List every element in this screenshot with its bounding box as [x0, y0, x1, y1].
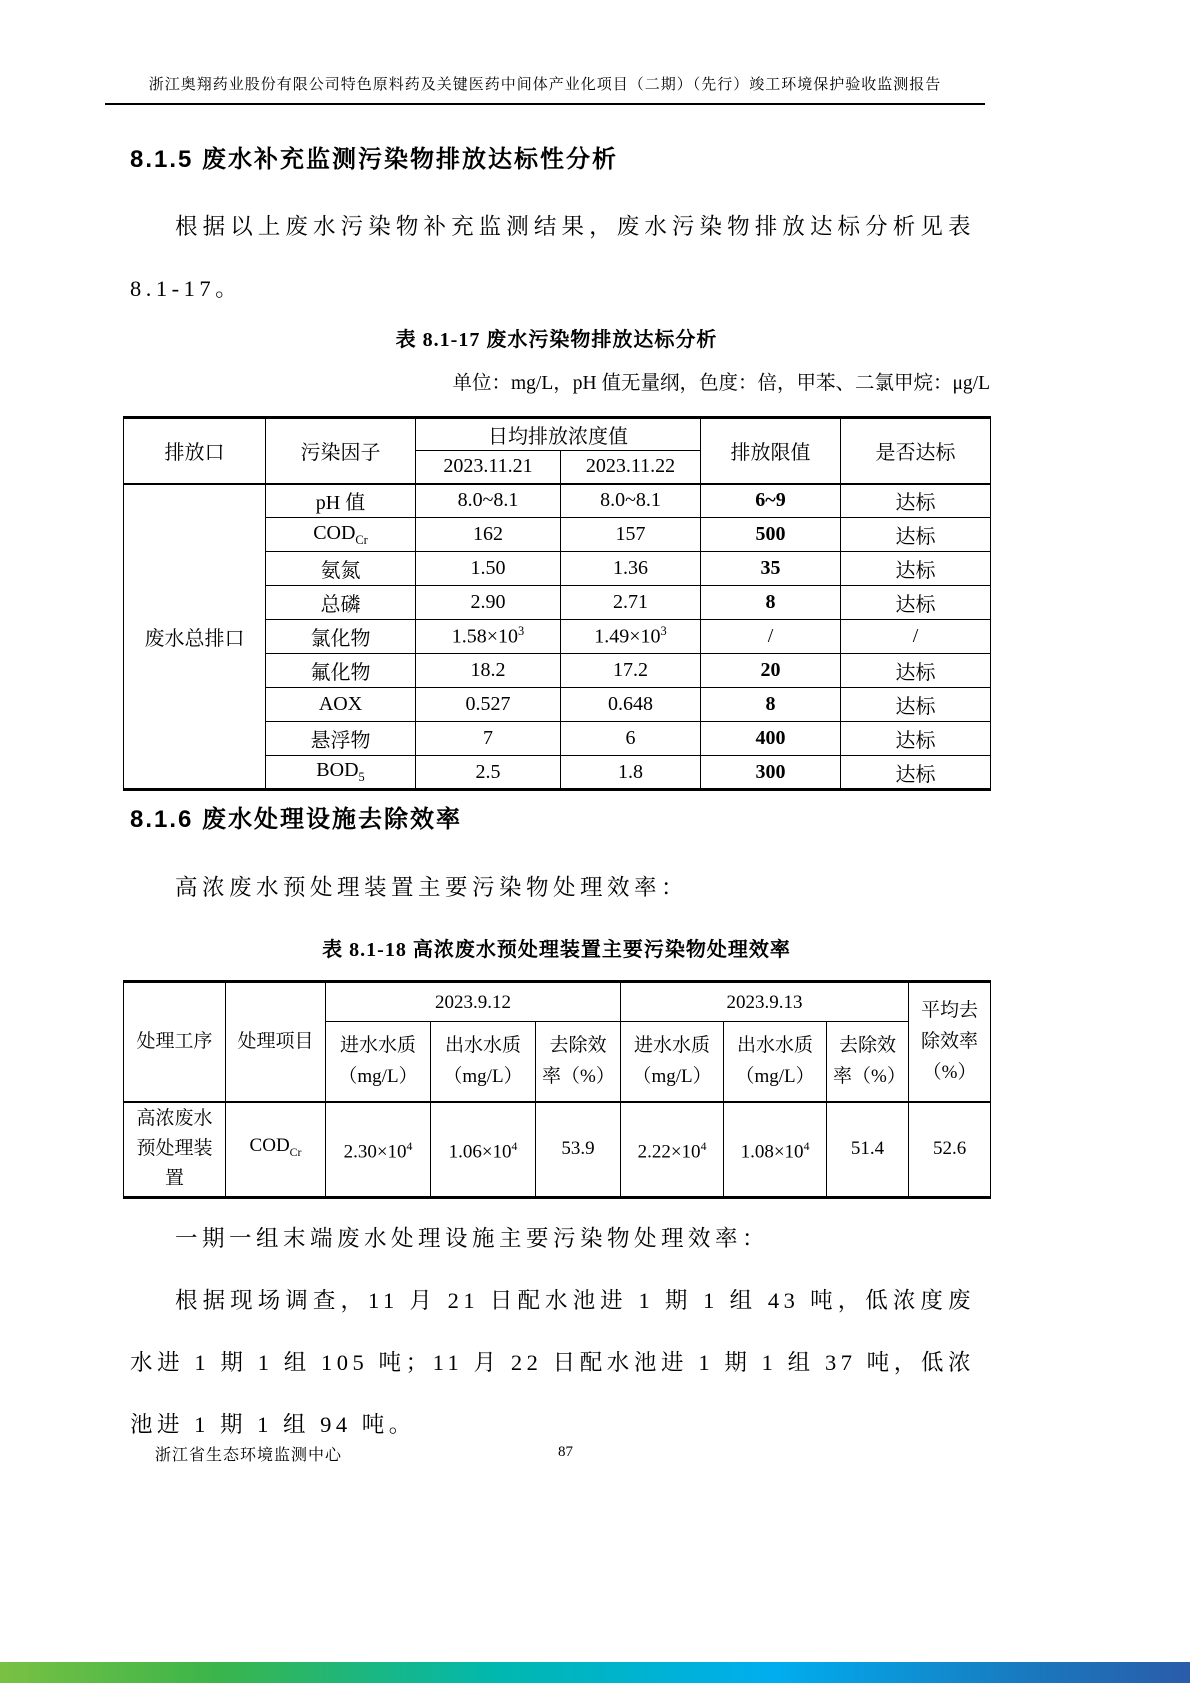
table1-status-cell: 达标	[841, 654, 991, 688]
closing-paragraphs	[130, 1208, 975, 1456]
section-8-1-6-paragraph-block	[130, 857, 975, 919]
table2-header-inflow-2: 进水水质（mg/L）	[621, 1022, 724, 1102]
table1-limit-cell: /	[701, 620, 841, 654]
table1-caption: 表 8.1-17 废水污染物排放达标分析	[395, 329, 718, 351]
table1-value-date2-cell: 8.0~8.1	[561, 484, 701, 518]
table1-status-cell: 达标	[841, 756, 991, 790]
table1-header-limit: 排放限值	[701, 418, 841, 484]
table1-factor-cell: $COD_{Cr}$	[266, 518, 416, 552]
table1-header-outlet: 排放口	[124, 418, 266, 484]
table1-value-date1-cell: 1.50	[416, 552, 561, 586]
table1-factor-cell: AOX	[266, 688, 416, 722]
table1-value-date2-cell: $1.49\times 10^3$	[561, 620, 701, 654]
table2-day1-inflow-cell: $2.30\times 10^4$	[326, 1102, 431, 1198]
table1-header-date2: 2023.11.22	[561, 451, 701, 484]
table2-header-avg-removal: 平均去除效率（%）	[909, 982, 991, 1102]
section-8-1-5-heading: 8.1.5 废水补充监测污染物排放达标性分析	[130, 146, 619, 173]
section-8-1-6-paragraph: 高浓废水预处理装置主要污染物处理效率：	[175, 875, 689, 900]
section-8-1-5-paragraph: 根据以上废水污染物补充监测结果，废水污染物排放达标分析见表8.1-17。	[130, 214, 975, 301]
table2-body	[124, 1102, 991, 1198]
table2-day2-outflow-cell: $1.08\times 10^4$	[724, 1102, 827, 1198]
table1-value-date2-cell: 2.71	[561, 586, 701, 620]
table2-caption: 表 8.1-18 高浓废水预处理装置主要污染物处理效率	[322, 939, 791, 961]
table2-data-row	[124, 1102, 991, 1198]
table1-header	[124, 418, 991, 484]
table1-limit-cell: 500	[701, 518, 841, 552]
table1-value-date1-cell: 2.90	[416, 586, 561, 620]
table1-value-date2-cell: 0.648	[561, 688, 701, 722]
table1-header-factor: 污染因子	[266, 418, 416, 484]
table2-header-date1: 2023.9.12	[326, 982, 621, 1022]
table2-process-cell: 高浓废水预处理装置	[124, 1102, 226, 1198]
table2-header	[124, 982, 991, 1102]
table2-header-date2: 2023.9.13	[621, 982, 909, 1022]
table2-header-removal-2: 去除效率（%）	[827, 1022, 909, 1102]
running-header	[105, 74, 985, 105]
table1-status-cell: /	[841, 620, 991, 654]
table-8-1-17	[123, 416, 991, 791]
paragraph-treatment-efficiency: 一期一组末端废水处理设施主要污染物处理效率：	[175, 1226, 770, 1251]
table1-limit-cell: 400	[701, 722, 841, 756]
table1-value-date1-cell: 0.527	[416, 688, 561, 722]
table1-header-compliance: 是否达标	[841, 418, 991, 484]
table2-day1-removal-cell: 53.9	[536, 1102, 621, 1198]
table2-header-removal-1: 去除效率（%）	[536, 1022, 621, 1102]
table1-value-date1-cell: 7	[416, 722, 561, 756]
table1-factor-cell: 悬浮物	[266, 722, 416, 756]
table1-outlet-cell: 废水总排口	[124, 484, 266, 790]
table1-value-date2-cell: 1.36	[561, 552, 701, 586]
section-8-1-6-heading: 8.1.6 废水处理设施去除效率	[130, 806, 463, 833]
table1-value-date1-cell: 8.0~8.1	[416, 484, 561, 518]
section-8-1-5-paragraph-block	[130, 196, 975, 320]
table1-value-date2-cell: 6	[561, 722, 701, 756]
table1-value-date2-cell: 17.2	[561, 654, 701, 688]
table2-header-item: 处理项目	[226, 982, 326, 1102]
table1-value-date1-cell: 18.2	[416, 654, 561, 688]
table1-status-cell: 达标	[841, 552, 991, 586]
table2-average-removal-cell: 52.6	[909, 1102, 991, 1198]
table1-header-row-1	[124, 418, 991, 451]
table2-day1-outflow-cell: $1.06\times 10^4$	[431, 1102, 536, 1198]
table1-status-cell: 达标	[841, 688, 991, 722]
table1-body	[124, 484, 991, 790]
table2-day2-removal-cell: 51.4	[827, 1102, 909, 1198]
table1-factor-cell: 总磷	[266, 586, 416, 620]
footer-organization: 浙江省生态环境监测中心	[155, 1447, 343, 1464]
table1-limit-cell: 20	[701, 654, 841, 688]
table1-value-date1-cell: 162	[416, 518, 561, 552]
table1-factor-cell: $BOD_5$	[266, 756, 416, 790]
table1-header-daily-avg: 日均排放浓度值	[416, 418, 701, 451]
table1-factor-cell: 氟化物	[266, 654, 416, 688]
table1-value-date1-cell: $1.58\times 10^3$	[416, 620, 561, 654]
table1-limit-cell: 35	[701, 552, 841, 586]
table1-status-cell: 达标	[841, 518, 991, 552]
table1-value-date2-cell: 1.8	[561, 756, 701, 790]
running-header-title: 浙江奥翔药业股份有限公司特色原料药及关键医药中间体产业化项目（二期）（先行）竣工环境保护验收监测报告	[148, 77, 942, 93]
table2-header-inflow-1: 进水水质（mg/L）	[326, 1022, 431, 1102]
table2-header-outflow-2: 出水水质（mg/L）	[724, 1022, 827, 1102]
table1-limit-cell: 8	[701, 688, 841, 722]
table1-limit-cell: 300	[701, 756, 841, 790]
paragraph-site-survey: 根据现场调查，11 月 21 日配水池进 1 期 1 组 43 吨，低浓度废水进 1 期 1 组 105 吨；11 月 22 日配水池进 1 期 1 组 37 吨，低浓池进 1 期 1 组 94 吨。	[130, 1288, 975, 1437]
table1-limit-cell: 6~9	[701, 484, 841, 518]
table2-header-outflow-1: 出水水质（mg/L）	[431, 1022, 536, 1102]
table2-item-cell: $COD_{Cr}$	[226, 1102, 326, 1198]
table2-header-process: 处理工序	[124, 982, 226, 1102]
table2-day2-inflow-cell: $2.22\times 10^4$	[621, 1102, 724, 1198]
footer-page-number: 87	[558, 1444, 573, 1460]
bottom-gradient-bar	[0, 1662, 1190, 1683]
table1-factor-cell: 氨氮	[266, 552, 416, 586]
table1-factor-cell: 氯化物	[266, 620, 416, 654]
table1-unit-note: 单位：mg/L，pH 值无量纲，色度：倍，甲苯、二氯甲烷：μg/L	[452, 373, 990, 394]
table2-header-row-1	[124, 982, 991, 1022]
table1-status-cell: 达标	[841, 586, 991, 620]
table1-limit-cell: 8	[701, 586, 841, 620]
table1-row	[124, 484, 991, 518]
table1-status-cell: 达标	[841, 722, 991, 756]
table1-factor-cell: pH 值	[266, 484, 416, 518]
table1-value-date1-cell: 2.5	[416, 756, 561, 790]
table1-header-date1: 2023.11.21	[416, 451, 561, 484]
table1-status-cell: 达标	[841, 484, 991, 518]
table-8-1-18	[123, 980, 991, 1199]
table1-value-date2-cell: 157	[561, 518, 701, 552]
